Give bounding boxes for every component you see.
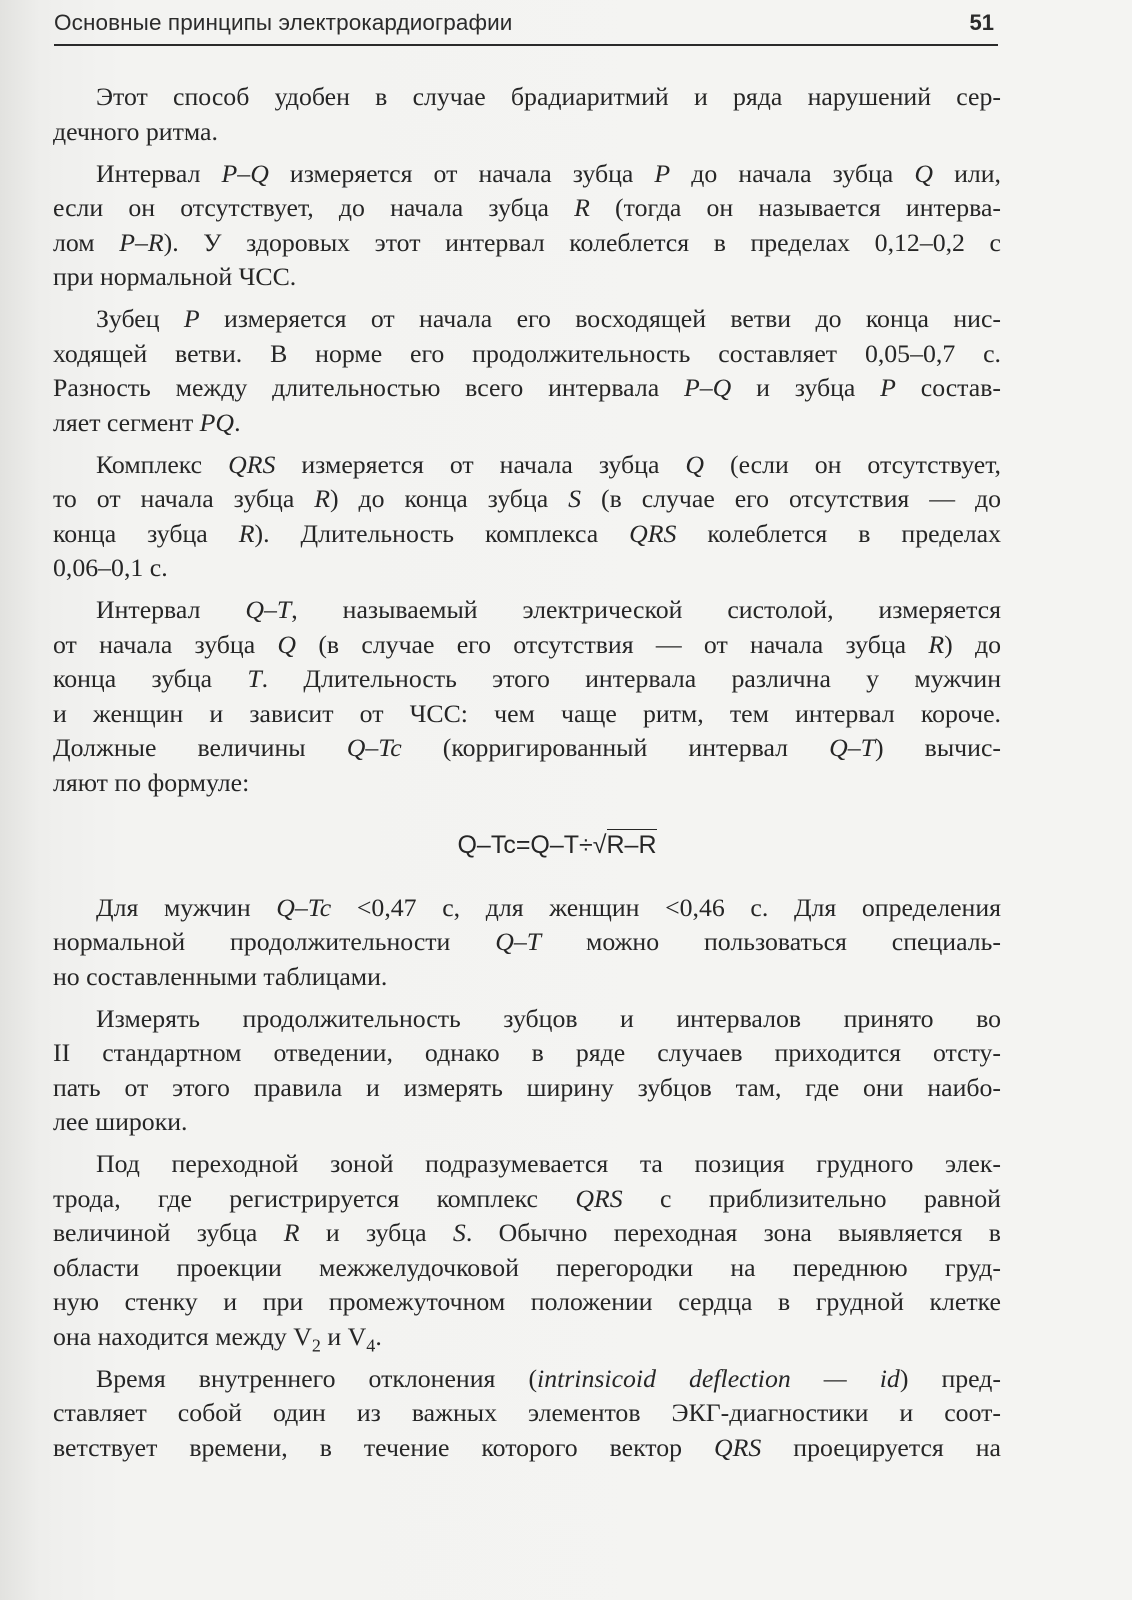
text-line: от начала зубца Q (в случае его отсутствия — от начала зубца R) до [53, 629, 1001, 659]
running-title: Основные принципы электрокардиографии [54, 10, 513, 35]
text-line: Комплекс QRS измеряется от начала зубца Q (если он отсутствует, [96, 449, 1001, 479]
text-line: дечного ритма. [53, 116, 218, 146]
text-line: 0,06–0,1 с. [53, 553, 168, 582]
text-line: Под переходной зоной подразумевается та позиция грудного элек- [96, 1149, 1001, 1178]
formula-radicand: R–R [606, 831, 657, 859]
paragraph-3 [53, 302, 1001, 440]
text-line: ставляет собой один из важных элементов ЭКГ-диагностики и соот- [53, 1398, 1001, 1427]
text-line: ляют по формуле: [53, 767, 250, 797]
text-line: ветствует времени, в течение которого вектор QRS проецируется на [53, 1432, 1001, 1462]
text-line: ходящей ветви. В норме его продолжительность составляет 0,05–0,7 с. [53, 338, 1001, 368]
paragraph-8 [53, 1147, 1001, 1354]
paragraph-5 [53, 593, 1001, 800]
text-line: если он отсутствует, до начала зубца R (тогда он называется интерва- [53, 193, 1001, 222]
text-line: лее широки. [53, 1107, 188, 1136]
text-line: II стандартном отведении, однако в ряде случаев приходится отсту- [53, 1038, 1001, 1067]
text-line: она находится между $V_2$ и $V_4$. [53, 1321, 382, 1355]
body-text [53, 80, 1001, 1473]
text-line: Интервал Q–T, называемый электрической систолой, измеряется [96, 595, 1001, 624]
text-line: и женщин и зависит от ЧСС: чем чаще ритм, тем интервал короче. [53, 698, 1001, 728]
text-line: Измерять продолжительность зубцов и интервалов принято во [96, 1003, 1001, 1033]
paragraph-6 [53, 891, 1001, 995]
text-line: конца зубца R). Длительность комплекса QRS колеблется в пределах [53, 518, 1001, 548]
paragraph-2 [53, 157, 1001, 295]
page-number: 51 [969, 10, 994, 35]
text-line: ную стенку и при промежуточном положении сердца в грудной клетке [53, 1287, 1001, 1316]
text-line: Время внутреннего отклонения (intrinsicoid deflection — id) пред- [96, 1363, 1001, 1393]
running-head [54, 10, 998, 46]
text-line: пать от этого правила и измерять ширину зубцов там, где они наибо- [53, 1072, 1001, 1102]
qtc-formula [53, 828, 1001, 863]
paragraph-1 [53, 80, 1001, 149]
text-line: Разность между длительностью всего интервала P–Q и зубца P состав- [53, 373, 1001, 402]
paragraph-7 [53, 1002, 1001, 1140]
text-line: то от начала зубца R) до конца зубца S (в случае его отсутствия — до [53, 484, 1001, 513]
text-line: конца зубца T. Длительность этого интервала различна у мужчин [53, 664, 1001, 693]
text-line: ляет сегмент PQ. [53, 407, 241, 437]
text-line: при нормальной ЧСС. [53, 262, 297, 291]
text-line: Этот способ удобен в случае брадиаритмий и ряда нарушений сер- [96, 82, 1001, 111]
text-line: Зубец P измеряется от начала его восходящей ветви до конца нис- [96, 304, 1001, 333]
formula-left: Q–Tc=Q–T÷ [457, 831, 593, 859]
text-line: Для мужчин Q–Tc <0,47 с, для женщин <0,46 с. Для определения [96, 892, 1001, 922]
text-line: области проекции межжелудочковой перегородки на переднюю груд- [53, 1252, 1001, 1282]
text-line: Интервал P–Q измеряется от начала зубца P до начала зубца Q или, [96, 158, 1002, 188]
text-line: нормальной продолжительности Q–T можно пользоваться специаль- [53, 927, 1002, 956]
text-line: лом P–R). У здоровых этот интервал колеблется в пределах 0,12–0,2 с [53, 227, 1001, 257]
text-line: но составленными таблицами. [53, 961, 388, 991]
text-line: Должные величины Q–Tc (корригированный интервал Q–T) вычис- [53, 733, 1001, 762]
text-line: трода, где регистрируется комплекс QRS с приблизительно равной [53, 1183, 1001, 1213]
paragraph-4 [53, 448, 1001, 586]
text-line: величиной зубца R и зубца S. Обычно переходная зона выявляется в [53, 1218, 1001, 1247]
sqrt-sign: √ [592, 831, 607, 859]
paragraph-9 [53, 1362, 1001, 1466]
